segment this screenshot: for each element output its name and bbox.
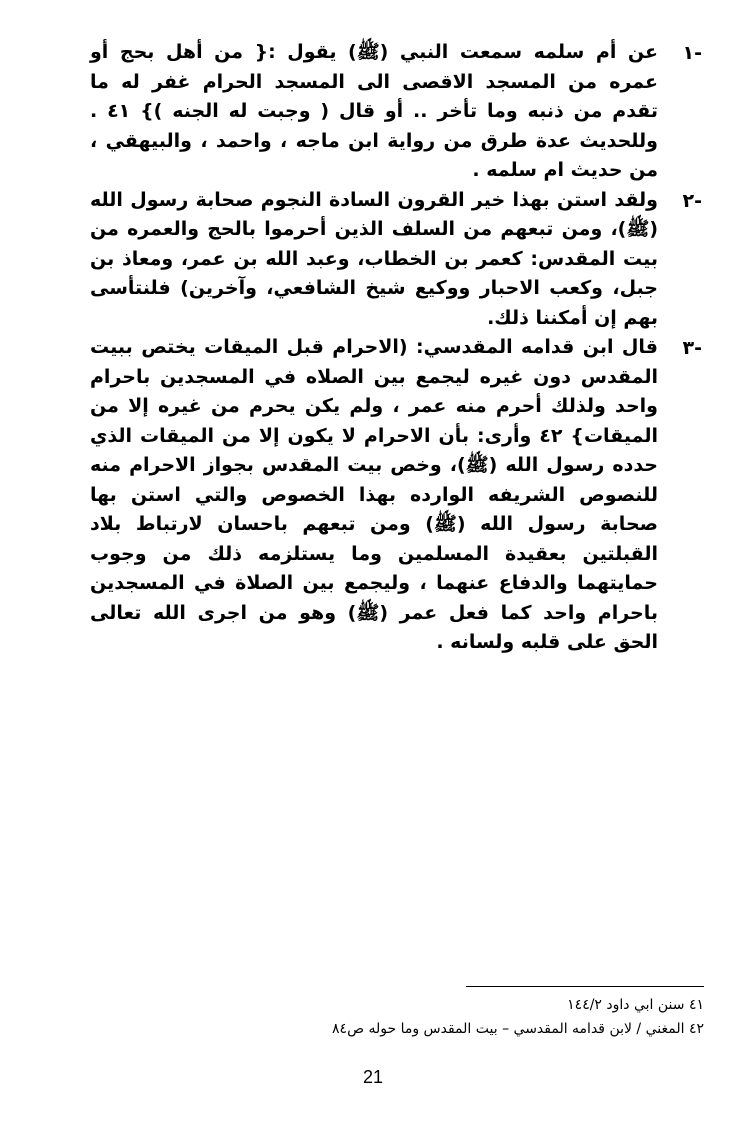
list-item — [90, 186, 702, 334]
item-text: قال ابن قدامه المقدسي: (الاحرام قبل الميقات يختص ببيت المقدس دون غيره ليجمع بين الصلاه في المسجدين باحرام واحد ولذلك أحرم منه عمر ، ولم يكن يحرم من غيره إلا من الميقات} ٤٢ وأرى: بأن الاحرام لا يكون إلا من الميقات الذي حدده رسول الله (ﷺ)، وخص بيت المقدس بجواز الاحرام منه للنصوص الشريفه الوارده بهذا الخصوص والتي استن بها صحابة رسول الله (ﷺ) ومن تبعهم باحسان لارتباط بلاد القبلتين بعقيدة المسلمين وما يستلزمه ذلك من وجوب حمايتهما والدفاع عنهما ، وليجمع بين الصلاة في المسجدين باحرام واحد كما فعل عمر (ﷺ) وهو من اجرى الله تعالى الحق على قلبه ولسانه . — [90, 336, 659, 653]
item-text: عن أم سلمه سمعت النبي (ﷺ) يقول :{ من أهل بحج أو عمره من المسجد الاقصى الى المسجد الحرام غفر له ما تقدم من ذنبه وما تأخر .. أو قال ( وجبت له الجنه )} ٤١ . وللحديث عدة طرق من رواية ابن ماجه ، واحمد ، والبيهقي ، من حديث ام سلمه . — [90, 41, 658, 181]
item-number: -٢ — [682, 189, 702, 212]
footnotes — [300, 993, 704, 1041]
item-number: -١ — [682, 42, 702, 64]
numbered-list — [90, 38, 702, 658]
list-item — [90, 333, 702, 658]
item-text: ولقد استن بهذا خير القرون السادة النجوم صحابة رسول الله (ﷺ)، ومن تبعهم من السلف الذين أحرموا بالحج والعمره من بيت المقدس: كعمر بن الخطاب، وعبد الله بن عمر، ومعاذ بن جبل، وكعب الاحبار ووكيع شيخ الشافعي، وآخرين) فلنتأسى بهم إن أمكننا ذلك. — [90, 188, 658, 329]
page-number: 21 — [362, 1067, 384, 1087]
footnote: ٤١ سنن ابي داود ١٤٤/٢ — [567, 997, 704, 1013]
item-number: -٣ — [682, 337, 702, 359]
footnote: ٤٢ المغني / لابن قدامه المقدسي – بيت المقدس وما حوله ص٨٤ — [332, 1021, 704, 1037]
list-item — [90, 38, 702, 186]
footnote-divider — [466, 986, 704, 987]
